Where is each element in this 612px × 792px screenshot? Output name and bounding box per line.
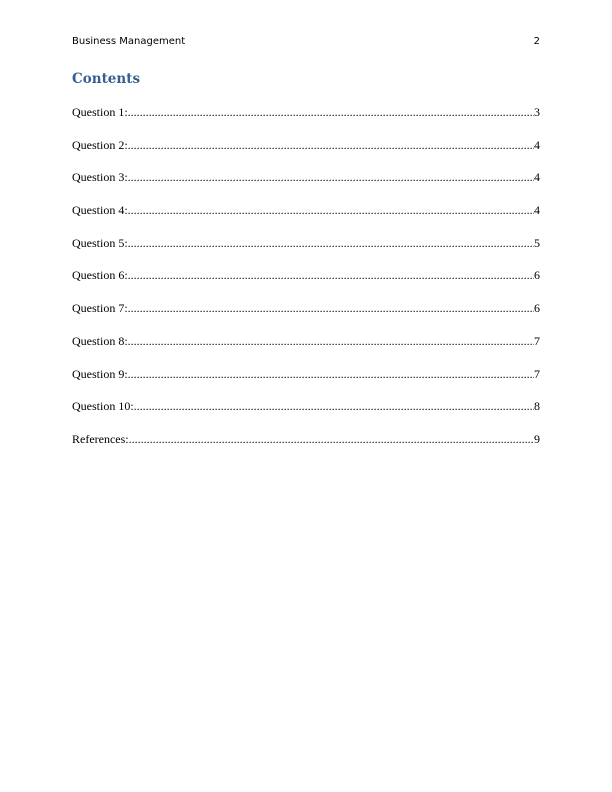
toc-entry-label: Question 9: bbox=[72, 366, 128, 381]
toc-dot-leader bbox=[129, 432, 534, 446]
toc-entry-label: Question 7: bbox=[72, 301, 128, 316]
toc-entry-page: 5 bbox=[534, 235, 540, 250]
toc-entry-question-9[interactable] bbox=[72, 367, 540, 400]
page-header bbox=[72, 36, 540, 48]
toc-entry-page: 8 bbox=[534, 399, 540, 414]
toc-entry-label: Question 4: bbox=[72, 203, 128, 218]
toc-entry-label: Question 8: bbox=[72, 333, 128, 348]
toc-entry-question-10[interactable] bbox=[72, 399, 540, 432]
toc-entry-references[interactable] bbox=[72, 432, 540, 465]
toc-entry-question-7[interactable] bbox=[72, 301, 540, 334]
toc-entry-label: Question 5: bbox=[72, 235, 128, 250]
toc-entry-page: 7 bbox=[534, 366, 540, 381]
toc-entry-page: 9 bbox=[534, 431, 540, 446]
toc-entry-page: 3 bbox=[534, 105, 540, 119]
toc-dot-leader bbox=[128, 105, 534, 119]
toc-entry-label: Question 1: bbox=[72, 105, 128, 119]
toc-entry-question-6[interactable] bbox=[72, 268, 540, 301]
toc-dot-leader bbox=[134, 399, 534, 413]
header-title: Business Management bbox=[72, 36, 186, 47]
toc-entry-question-5[interactable] bbox=[72, 236, 540, 269]
toc-entry-question-3[interactable] bbox=[72, 170, 540, 203]
toc-entry-page: 4 bbox=[534, 137, 540, 152]
toc-entry-question-4[interactable] bbox=[72, 203, 540, 236]
toc-entry-question-8[interactable] bbox=[72, 334, 540, 367]
toc-entry-question-1[interactable] bbox=[72, 105, 540, 138]
toc-entry-label: Question 6: bbox=[72, 268, 128, 283]
toc-entry-page: 4 bbox=[534, 203, 540, 218]
header-page-number: 2 bbox=[533, 36, 540, 47]
toc-dot-leader bbox=[128, 301, 534, 315]
toc-entry-question-2[interactable] bbox=[72, 138, 540, 171]
toc-entry-label: Question 3: bbox=[72, 170, 128, 185]
toc-dot-leader bbox=[128, 334, 534, 348]
toc-dot-leader bbox=[128, 236, 534, 250]
toc-dot-leader bbox=[128, 268, 534, 282]
toc-entry-page: 6 bbox=[534, 268, 540, 283]
toc-entry-page: 7 bbox=[534, 333, 540, 348]
table-of-contents bbox=[72, 105, 540, 465]
toc-entry-label: References: bbox=[72, 431, 129, 446]
toc-entry-label: Question 2: bbox=[72, 137, 128, 152]
toc-entry-page: 4 bbox=[534, 170, 540, 185]
toc-entry-page: 6 bbox=[534, 301, 540, 316]
toc-entry-label: Question 10: bbox=[72, 399, 134, 414]
toc-heading: Contents bbox=[72, 71, 141, 87]
toc-dot-leader bbox=[128, 138, 534, 152]
toc-dot-leader bbox=[128, 170, 534, 184]
toc-dot-leader bbox=[128, 203, 534, 217]
toc-dot-leader bbox=[128, 367, 534, 381]
